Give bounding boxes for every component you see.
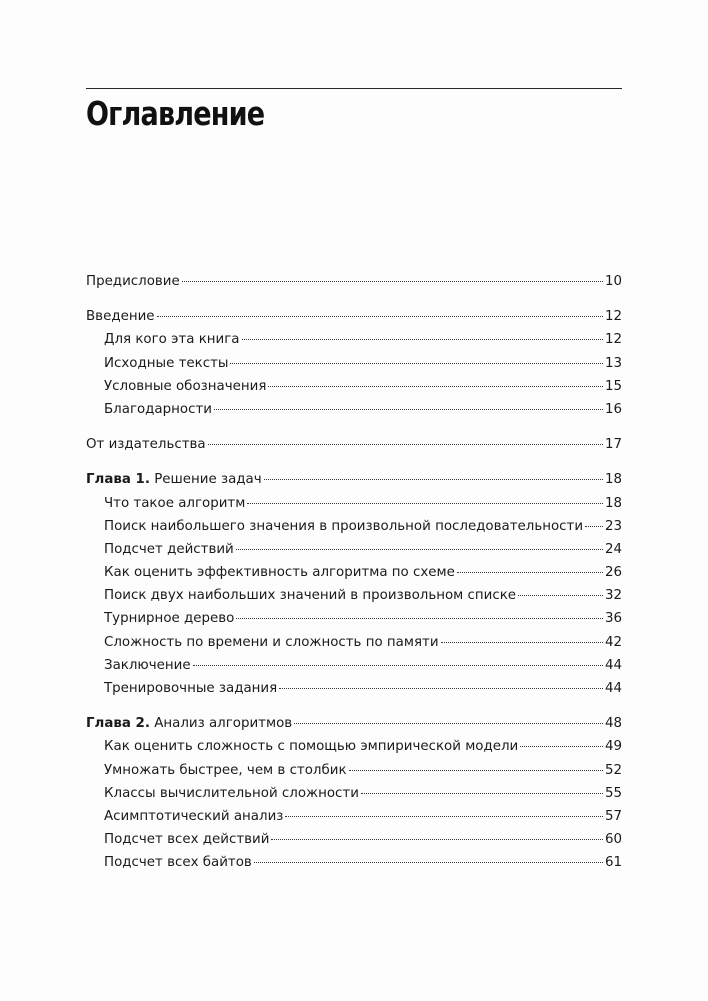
toc-subentry[interactable]	[86, 851, 622, 874]
toc-subentry[interactable]	[86, 782, 622, 805]
toc-label: Поиск двух наибольших значений в произвольном списке	[104, 588, 517, 604]
toc-page: 49	[604, 739, 622, 755]
toc-page: 32	[604, 588, 622, 604]
leader-dots	[242, 338, 603, 340]
leader-dots	[157, 315, 603, 317]
toc-label: Умножать быстрее, чем в столбик	[104, 762, 347, 778]
toc-page: 52	[604, 762, 622, 778]
toc-page: 57	[604, 808, 622, 824]
toc-subentry[interactable]	[86, 352, 622, 375]
toc-page: 23	[604, 518, 622, 534]
toc-subentry[interactable]	[86, 735, 622, 758]
leader-dots	[349, 769, 603, 771]
leader-dots	[271, 838, 603, 840]
toc-subentry[interactable]	[86, 515, 622, 538]
toc-label: Предисловие	[86, 274, 180, 289]
toc-label: Турнирное дерево	[104, 611, 235, 627]
chapter-title: Анализ алгоритмов	[149, 716, 293, 732]
top-rule	[86, 88, 622, 89]
leader-dots	[585, 525, 603, 527]
leader-dots	[247, 502, 603, 504]
toc-page: 42	[604, 634, 622, 650]
toc-subentry[interactable]	[86, 538, 622, 561]
leader-dots	[285, 815, 603, 817]
chapter-number: Глава 1.	[86, 472, 150, 488]
leader-dots	[279, 687, 603, 689]
leader-dots	[264, 478, 603, 480]
toc-page: 55	[604, 785, 622, 801]
toc-label: Заключение	[104, 657, 191, 673]
toc-subentry[interactable]	[86, 561, 622, 584]
toc-label: Сложность по времени и сложность по памяти	[104, 634, 439, 650]
toc-page: 48	[604, 716, 622, 732]
leader-dots	[214, 408, 603, 410]
toc-label	[86, 468, 262, 491]
toc-label	[86, 712, 292, 735]
toc-label: Подсчет всех действий	[104, 832, 270, 848]
toc-subentry[interactable]	[86, 607, 622, 630]
toc-subentry[interactable]	[86, 584, 622, 607]
toc-page: 36	[604, 611, 622, 627]
toc-label: Для кого эта книга	[104, 332, 240, 348]
toc-page: 12	[604, 332, 622, 348]
toc-page: 44	[604, 657, 622, 673]
leader-dots	[193, 664, 603, 666]
toc-page: 60	[604, 832, 622, 848]
page-title: Оглавление	[86, 94, 265, 133]
toc-subentry[interactable]	[86, 492, 622, 515]
toc-label: Благодарности	[104, 401, 212, 417]
toc-subentry[interactable]	[86, 805, 622, 828]
toc-entry-preface[interactable]	[86, 270, 622, 293]
leader-dots	[457, 571, 603, 573]
leader-dots	[268, 385, 603, 387]
toc-subentry[interactable]	[86, 398, 622, 421]
table-of-contents	[86, 270, 622, 875]
chapter-number: Глава 2.	[86, 716, 150, 732]
toc-subentry[interactable]	[86, 375, 622, 398]
toc-entry-intro[interactable]	[86, 305, 622, 328]
toc-entry-publisher[interactable]	[86, 433, 622, 456]
toc-label: Как оценить сложность с помощью эмпирической модели	[104, 739, 519, 755]
toc-label: От издательства	[86, 437, 206, 453]
toc-label: Исходные тексты	[104, 355, 229, 371]
toc-label: Условные обозначения	[104, 378, 267, 394]
leader-dots	[518, 594, 603, 596]
leader-dots	[441, 641, 603, 643]
toc-label: Введение	[86, 309, 155, 325]
toc-page: 10	[604, 274, 622, 289]
toc-label: Поиск наибольшего значения в произвольной последовательности	[104, 518, 584, 534]
toc-page: 12	[604, 309, 622, 325]
toc-subentry[interactable]	[86, 828, 622, 851]
toc-page: 44	[604, 681, 622, 696]
toc-label: Асимптотический анализ	[104, 808, 284, 824]
toc-page: 18	[604, 472, 622, 488]
toc-page: 16	[604, 401, 622, 417]
leader-dots	[230, 362, 603, 364]
toc-subentry[interactable]	[86, 328, 622, 351]
toc-subentry[interactable]	[86, 759, 622, 782]
toc-entry-chapter-1[interactable]	[86, 468, 622, 491]
toc-entry-chapter-2[interactable]	[86, 712, 622, 735]
toc-label: Подсчет действий	[104, 541, 234, 557]
leader-dots	[208, 443, 603, 445]
toc-page: 18	[604, 495, 622, 511]
toc-subentry[interactable]	[86, 631, 622, 654]
toc-label: Как оценить эффективность алгоритма по схеме	[104, 565, 455, 581]
leader-dots	[236, 548, 603, 550]
leader-dots	[294, 722, 603, 724]
toc-label: Классы вычислительной сложности	[104, 785, 359, 801]
toc-label: Что такое алгоритм	[104, 495, 246, 511]
toc-page: 13	[604, 355, 622, 371]
toc-subentry[interactable]	[86, 677, 622, 700]
toc-page: 61	[604, 855, 622, 871]
toc-subentry[interactable]	[86, 654, 622, 677]
leader-dots	[361, 792, 603, 794]
leader-dots	[254, 861, 603, 863]
leader-dots	[520, 745, 603, 747]
toc-page: 15	[604, 378, 622, 394]
toc-page: 17	[604, 437, 622, 453]
toc-label: Тренировочные задания	[104, 681, 278, 696]
leader-dots	[236, 617, 603, 619]
chapter-title: Решение задач	[149, 472, 262, 488]
toc-page: 24	[604, 541, 622, 557]
toc-page: 26	[604, 565, 622, 581]
leader-dots	[182, 280, 603, 282]
toc-label: Подсчет всех байтов	[104, 855, 252, 871]
